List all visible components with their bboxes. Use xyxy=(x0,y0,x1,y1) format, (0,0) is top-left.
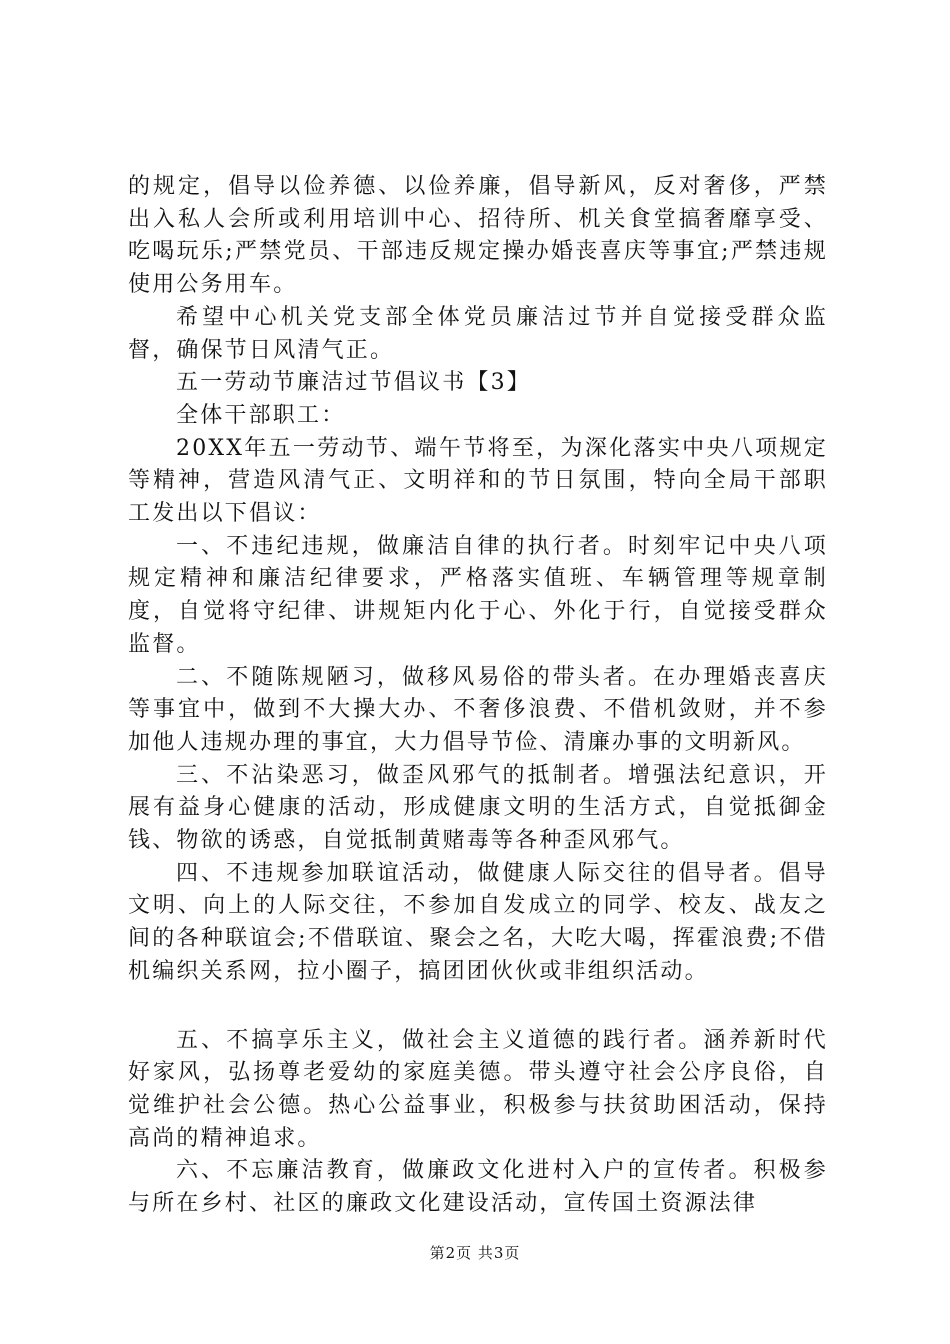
paragraph-item-4: 四、不违规参加联谊活动，做健康人际交往的倡导者。倡导文明、向上的人际交往，不参加自发成立的同学、校友、战友之间的各种联谊会;不借联谊、聚会之名，大吃大喝，挥霍浪费;不借机编织关系网，拉小圈子，搞团团伙伙或非组织活动。 xyxy=(128,860,828,984)
paragraph-item-5: 五、不搞享乐主义，做社会主义道德的践行者。涵养新时代好家风，弘扬尊老爱幼的家庭美德。带头遵守社会公序良俗，自觉维护社会公德。热心公益事业，积极参与扶贫助困活动，保持高尚的精神追求。 xyxy=(128,1027,828,1151)
paragraph-item-3: 三、不沾染恶习，做歪风邪气的抵制者。增强法纪意识，开展有益身心健康的活动，形成健康文明的生活方式，自觉抵御金钱、物欲的诱惑，自觉抵制黄赌毒等各种歪风邪气。 xyxy=(128,762,828,854)
page-number-footer: 第2页 共3页 xyxy=(429,1244,521,1262)
document-body xyxy=(128,171,828,1221)
paragraph-item-1: 一、不违纪违规，做廉洁自律的执行者。时刻牢记中央八项规定精神和廉洁纪律要求，严格落实值班、车辆管理等规章制度，自觉将守纪律、讲规矩内化于心、外化于行，自觉接受群众监督。 xyxy=(128,533,828,657)
paragraph-intro: 20XX年五一劳动节、端午节将至，为深化落实中央八项规定等精神，营造风清气正、文明祥和的节日氛围，特向全局干部职工发出以下倡议： xyxy=(128,435,828,527)
section-title: 五一劳动节廉洁过节倡议书【3】 xyxy=(176,370,531,396)
paragraph-item-2: 二、不随陈规陋习，做移风易俗的带头者。在办理婚丧喜庆等事宜中，做到不大操大办、不奢侈浪费、不借机敛财，并不参加他人违规办理的事宜，大力倡导节俭、清廉办事的文明新风。 xyxy=(128,664,828,755)
paragraph-closing-wish: 希望中心机关党支部全体党员廉洁过节并自觉接受群众监督，确保节日风清气正。 xyxy=(128,304,828,363)
salutation: 全体干部职工： xyxy=(176,402,346,428)
paragraph-continuation: 的规定，倡导以俭养德、以俭养廉，倡导新风，反对奢侈，严禁出入私人会所或利用培训中心、招待所、机关食堂搞奢靡享受、吃喝玩乐;严禁党员、干部违反规定操办婚丧喜庆等事宜;严禁违规使用公务用车。 xyxy=(128,174,828,298)
paragraph-item-6: 六、不忘廉洁教育，做廉政文化进村入户的宣传者。积极参与所在乡村、社区的廉政文化建设活动，宣传国土资源法律 xyxy=(128,1158,828,1217)
